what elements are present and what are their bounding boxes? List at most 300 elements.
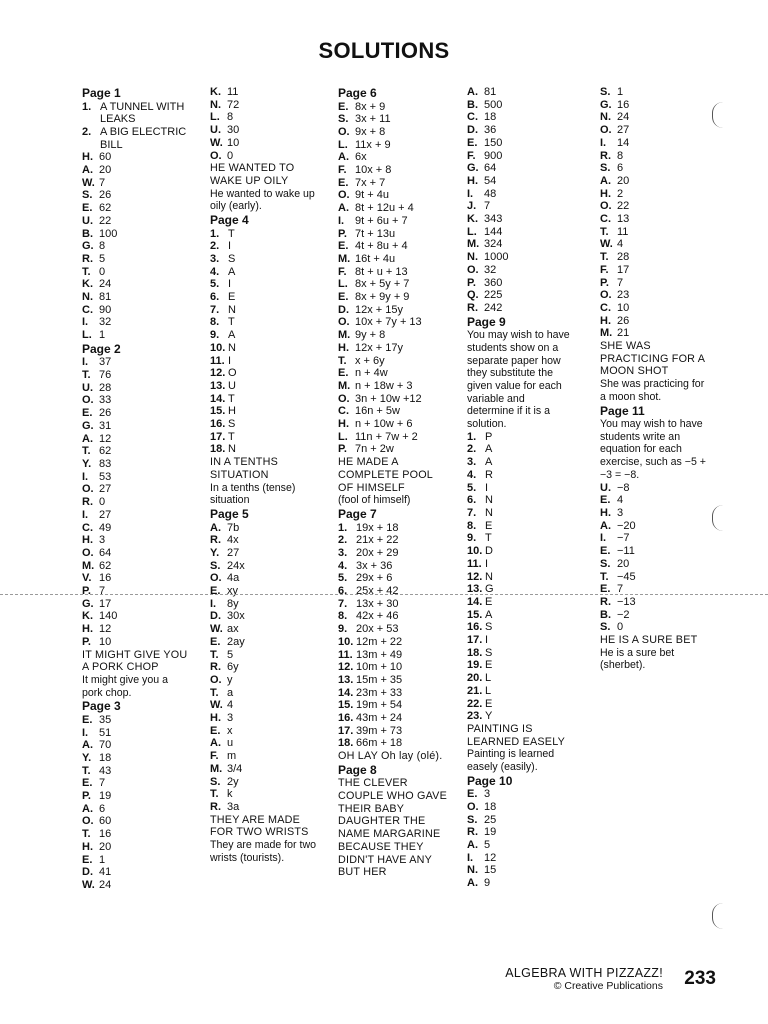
answer-letter: E. (82, 853, 93, 866)
answer-value: A (485, 443, 493, 456)
answer-item (338, 228, 464, 241)
numbered-answer (338, 687, 464, 700)
answer-value: 15m + 35 (356, 673, 403, 686)
answer-letter: N. (467, 251, 478, 264)
riddle-answer: PAINTING IS (467, 722, 533, 735)
answer-value: 140 (99, 610, 118, 623)
riddle-answer: THE CLEVER (338, 777, 408, 790)
answer-item (82, 585, 208, 598)
answer-letter: M. (467, 238, 480, 251)
answer-value: I (485, 481, 489, 494)
answer-letter: S. (210, 775, 221, 788)
answer-number: 14. (467, 595, 483, 608)
answer-item (467, 788, 595, 801)
answer-number: 16. (210, 418, 226, 431)
answer-item (600, 86, 725, 99)
answer-item (82, 727, 208, 740)
answer-item (210, 712, 335, 725)
answer-number: 10. (467, 545, 483, 558)
answer-value: T (228, 392, 235, 405)
riddle-answer: WAKE UP OILY (210, 174, 289, 187)
answer-letter: E. (338, 367, 349, 380)
answer-item (82, 253, 208, 266)
answer-letter: Q. (467, 289, 479, 302)
answer-item (338, 240, 464, 253)
riddle-answer: SITUATION (210, 468, 269, 481)
explanation-text: In a tenths (tense) (210, 481, 296, 494)
answer-letter: R. (82, 252, 93, 265)
answer-letter: O. (210, 149, 222, 162)
explanation-text: determine if it is a (467, 405, 551, 418)
answer-item (338, 164, 464, 177)
answer-number: 21. (467, 684, 483, 697)
answer-value: 20x + 29 (356, 546, 399, 559)
answer-value: n + 10w + 6 (355, 418, 413, 431)
numbered-answer (210, 393, 335, 406)
answer-letter: H. (600, 507, 611, 519)
answer-value: A BIG ELECTRIC (100, 125, 187, 138)
answer-letter: O. (82, 815, 94, 828)
numbered-answer (467, 596, 595, 609)
answer-value: 4x (227, 534, 239, 547)
numbered-answer (210, 418, 335, 431)
answer-value: 11 (227, 86, 239, 98)
answer-letter: U. (210, 124, 221, 137)
answer-value: k (227, 788, 233, 801)
answer-value: 6 (617, 162, 624, 175)
answer-number: 17. (467, 634, 483, 647)
numbered-answer (338, 712, 464, 725)
answer-letter: E. (467, 788, 478, 801)
numbered-answer (467, 469, 595, 482)
answer-letter: A. (82, 432, 93, 445)
answer-item (467, 200, 595, 213)
explanation-text: students show on a (467, 341, 559, 354)
answer-item (338, 113, 464, 126)
answer-value: n + 18w + 3 (355, 379, 413, 392)
answer-letter: T. (82, 445, 91, 458)
section-heading: Page 4 (210, 213, 249, 228)
answer-item (600, 238, 725, 251)
answer-value: 18 (484, 111, 497, 124)
answer-value: 0 (227, 149, 234, 162)
answer-item (82, 610, 208, 623)
answer-letter: E. (338, 291, 349, 304)
answer-item (210, 86, 335, 99)
answer-letter: R. (210, 534, 221, 547)
answer-item (82, 177, 208, 190)
answer-value: 26 (617, 314, 630, 327)
answer-value: A (485, 608, 493, 621)
numbered-answer (338, 636, 464, 649)
answer-item (82, 598, 208, 611)
answer-value: 7x + 7 (355, 176, 386, 189)
answer-letter: E. (338, 100, 349, 113)
explanation-text: She was practicing for (600, 378, 705, 391)
book-title: ALGEBRA WITH PIZZAZZ! (505, 966, 663, 980)
answer-item (338, 329, 464, 342)
numbered-answer (210, 291, 335, 304)
answer-value: 1 (617, 86, 624, 98)
numbered-answer (467, 698, 595, 711)
answer-item (82, 496, 208, 509)
answer-value: 3 (227, 712, 234, 725)
answer-item (210, 788, 335, 801)
answer-value: 60 (99, 151, 112, 164)
answer-item (338, 266, 464, 279)
answer-item (467, 175, 595, 188)
answer-item (82, 623, 208, 636)
numbered-answer (467, 456, 595, 469)
answer-item (82, 329, 208, 342)
answer-letter: D. (467, 124, 478, 137)
answer-number: 3. (467, 456, 477, 469)
answer-value: 24 (617, 111, 630, 124)
answer-item (82, 828, 208, 841)
answer-letter: R. (210, 661, 221, 674)
riddle-answer: IT MIGHT GIVE YOU (82, 648, 188, 661)
answer-value: 8t + u + 13 (355, 265, 408, 278)
answer-letter: A. (467, 877, 478, 890)
answer-value: 5 (99, 252, 106, 265)
answer-letter: N. (210, 98, 221, 111)
riddle-answer: COUPLE WHO GAVE (338, 790, 447, 803)
numbered-answer (467, 609, 595, 622)
answer-value: 0 (99, 496, 106, 509)
answer-item (467, 289, 595, 302)
answer-value: 11x + 9 (355, 138, 391, 151)
answer-item (82, 202, 208, 215)
answer-value: 70 (99, 739, 112, 752)
answer-letter: A. (600, 519, 611, 532)
answer-value: 3x + 36 (356, 559, 393, 572)
answer-value: 6 (99, 802, 106, 815)
answer-value: 64 (99, 546, 112, 559)
answer-item (467, 226, 595, 239)
answer-letter: O. (338, 392, 350, 405)
riddle-answer: BUT HER (338, 866, 387, 879)
answer-letter: R. (210, 800, 221, 813)
answer-item (82, 854, 208, 867)
answer-number: 11. (210, 354, 225, 367)
answer-letter: Y. (210, 546, 220, 559)
answer-letter: H. (600, 314, 611, 327)
answer-value: E (228, 291, 236, 304)
answer-value: 225 (484, 289, 503, 302)
section-heading: Page 8 (338, 762, 377, 777)
answer-value: N (228, 341, 236, 354)
answer-item (467, 213, 595, 226)
answer-item (600, 137, 725, 150)
answer-item (338, 405, 464, 418)
answer-value: 6y (227, 661, 239, 674)
answer-value: 10m + 10 (356, 661, 403, 674)
answer-letter: K. (467, 213, 478, 226)
answer-item (338, 139, 464, 152)
explanation-text: they substitute the (467, 367, 553, 380)
answer-letter: W. (82, 176, 95, 189)
binder-hole-mark (712, 505, 723, 531)
numbered-answer (338, 560, 464, 573)
answer-letter: I. (82, 508, 89, 521)
section-heading: Page 10 (467, 773, 513, 788)
answer-value: 21x + 22 (356, 534, 399, 547)
answer-item (467, 264, 595, 277)
answer-item (82, 765, 208, 778)
answer-value: 16 (99, 828, 112, 841)
answer-letter: T. (82, 369, 91, 382)
answer-value: 17 (617, 263, 630, 276)
answer-number: 7. (338, 597, 348, 610)
answer-letter: C. (82, 521, 93, 534)
answer-letter: O. (600, 124, 612, 137)
answer-value: a (227, 686, 234, 699)
answer-value: 25 (484, 813, 497, 826)
answer-value: E (485, 659, 493, 672)
binder-hole-mark (712, 102, 723, 128)
answer-item (210, 522, 335, 535)
answer-value: 13m + 49 (356, 648, 403, 661)
answer-value: 4a (227, 572, 240, 585)
answer-value: 8 (99, 240, 106, 253)
answer-letter: A. (467, 86, 478, 98)
answer-item (600, 302, 725, 315)
numbered-answer (210, 431, 335, 444)
answer-value: −45 (617, 570, 636, 583)
answer-letter: T. (82, 764, 91, 777)
explanation-text: It might give you a (82, 673, 168, 686)
answer-item (600, 150, 725, 163)
answer-value: 24x (227, 559, 245, 572)
answer-value: 4 (227, 699, 234, 712)
answer-value: Y (485, 710, 493, 723)
numbered-answer (338, 649, 464, 662)
answer-number: 19. (467, 659, 483, 672)
answer-value: T (228, 430, 235, 443)
answer-item (82, 356, 208, 369)
answer-letter: O. (338, 316, 350, 329)
answer-letter: S. (600, 86, 611, 98)
answer-value: 20x + 53 (356, 623, 399, 636)
answer-value: 3 (484, 788, 491, 801)
answer-column-4 (467, 86, 595, 890)
answer-letter: P. (467, 276, 476, 289)
numbered-answer (338, 661, 464, 674)
numbered-answer (210, 240, 335, 253)
answer-number: 8. (467, 519, 477, 532)
answer-item (338, 202, 464, 215)
answer-item (467, 839, 595, 852)
answer-item (338, 431, 464, 444)
answer-letter: S. (82, 189, 93, 202)
answer-item (210, 687, 335, 700)
answer-item (600, 609, 725, 622)
answer-number: 18. (210, 443, 226, 456)
answer-value: u (227, 737, 234, 750)
answer-number: 12. (338, 661, 354, 674)
answer-value: 2y (227, 775, 239, 788)
answer-item (82, 164, 208, 177)
answer-letter: C. (600, 301, 611, 314)
answer-value: 7b (227, 521, 240, 534)
numbered-answer (467, 634, 595, 647)
answer-item (467, 124, 595, 137)
answer-value: 9t + 4u (355, 189, 389, 202)
answer-letter: R. (467, 301, 478, 314)
answer-item (82, 189, 208, 202)
answer-letter: C. (600, 213, 611, 226)
answer-item (82, 407, 208, 420)
answer-letter: H. (338, 341, 349, 354)
answer-letter: P. (82, 635, 91, 648)
numbered-answer (338, 547, 464, 560)
answer-item (210, 763, 335, 776)
answer-number: 5. (210, 278, 220, 291)
explanation-text: separate paper how (467, 354, 561, 367)
answer-value: 25x + 42 (356, 585, 399, 598)
answer-number: 6. (338, 585, 348, 598)
answer-letter: I. (600, 532, 607, 545)
answer-value: 36 (484, 124, 497, 137)
answer-value: −13 (617, 595, 636, 608)
explanation-text: (fool of himself) (338, 494, 411, 507)
answer-item (467, 238, 595, 251)
answer-item (82, 316, 208, 329)
answer-letter: S. (467, 813, 478, 826)
answer-letter: O. (338, 125, 350, 138)
answer-value: 20 (617, 557, 630, 570)
numbered-answer (338, 725, 464, 738)
answer-letter: H. (82, 534, 93, 547)
section-heading: Page 9 (467, 314, 506, 329)
answer-letter: B. (467, 98, 478, 111)
answer-number: 4. (210, 265, 220, 278)
answer-letter: M. (338, 379, 351, 392)
numbered-answer (82, 126, 208, 139)
answer-item (82, 752, 208, 765)
answer-value: H (228, 405, 236, 418)
answer-value: 28 (99, 381, 112, 394)
numbered-answer (210, 266, 335, 279)
answer-number: 16. (467, 621, 483, 634)
answer-value: 0 (617, 621, 624, 634)
answer-number: 6. (210, 291, 220, 304)
explanation-text: −3 = −8. (600, 468, 640, 481)
answer-value: 19 (99, 790, 112, 803)
answer-letter: A. (338, 202, 349, 215)
answer-letter: T. (210, 648, 219, 661)
answer-letter: S. (600, 162, 611, 175)
numbered-answer (338, 534, 464, 547)
answer-value: 10 (99, 635, 112, 648)
answer-value: 242 (484, 301, 503, 314)
answer-item (210, 598, 335, 611)
explanation-text: equation for each (600, 443, 682, 456)
answer-letter: F. (600, 263, 609, 276)
answer-item (467, 150, 595, 163)
answer-value: 28 (617, 251, 630, 264)
answer-value: n + 4w (355, 367, 388, 380)
answer-value: 23 (617, 289, 630, 302)
answer-letter: I. (600, 136, 607, 149)
answer-value: 12m + 22 (356, 635, 403, 648)
answer-value: 21 (617, 327, 630, 340)
answer-value: 15 (484, 864, 497, 877)
answer-item (82, 433, 208, 446)
numbered-answer (467, 685, 595, 698)
answer-letter: V. (82, 572, 92, 585)
answer-letter: W. (210, 699, 223, 712)
explanation-text: (sherbet). (600, 659, 646, 672)
answer-item (338, 443, 464, 456)
answer-item (82, 215, 208, 228)
answer-value: 2ay (227, 635, 245, 648)
answer-item (82, 714, 208, 727)
answer-letter: I. (338, 214, 345, 227)
answer-continuation: LEAKS (100, 113, 136, 126)
numbered-answer (338, 699, 464, 712)
answer-item (600, 494, 725, 507)
answer-value: 8t + 12u + 4 (355, 202, 414, 215)
page-number: 233 (684, 968, 716, 989)
answer-column-3 (338, 86, 464, 879)
answer-value: 27 (227, 546, 240, 559)
answer-value: A TUNNEL WITH (100, 100, 185, 113)
numbered-answer (338, 737, 464, 750)
answer-value: 1000 (484, 251, 509, 264)
answer-value: 3/4 (227, 762, 243, 775)
answer-letter: B. (600, 608, 611, 621)
answer-value: I (485, 634, 489, 647)
answer-value: O (228, 367, 237, 380)
answer-value: 9y + 8 (355, 329, 386, 342)
answer-item (600, 520, 725, 533)
answer-item (210, 560, 335, 573)
answer-letter: F. (338, 164, 347, 177)
answer-value: 7 (99, 176, 106, 189)
answer-value: x (227, 724, 233, 737)
answer-letter: P. (82, 585, 91, 598)
answer-letter: G. (600, 98, 612, 111)
answer-letter: L. (82, 329, 92, 342)
answer-value: 54 (484, 174, 497, 187)
answer-value: 29x + 6 (356, 572, 393, 585)
answer-number: 2. (82, 125, 92, 138)
answer-number: 23. (467, 710, 483, 723)
numbered-answer (467, 482, 595, 495)
copyright-notice: © Creative Publications (553, 980, 663, 992)
answer-value: 150 (484, 136, 503, 149)
answer-value: 37 (99, 356, 112, 369)
explanation-text: exercise, such as −5 + (600, 456, 706, 469)
answer-item (82, 278, 208, 291)
numbered-answer (338, 610, 464, 623)
answer-value: 76 (99, 369, 112, 382)
answer-item (82, 777, 208, 790)
answer-number: 11. (467, 557, 482, 570)
answer-item (82, 522, 208, 535)
answer-value: 35 (99, 713, 112, 726)
answer-column-5 (600, 86, 725, 672)
answer-value: 20 (617, 174, 630, 187)
answer-value: E (485, 595, 493, 608)
answer-value: 8x + 5y + 7 (355, 278, 410, 291)
answer-value: ax (227, 623, 239, 636)
answer-item (210, 585, 335, 598)
answer-value: 10 (617, 301, 630, 314)
answer-number: 7. (210, 303, 220, 316)
explanation-text: wrists (tourists). (210, 851, 285, 864)
